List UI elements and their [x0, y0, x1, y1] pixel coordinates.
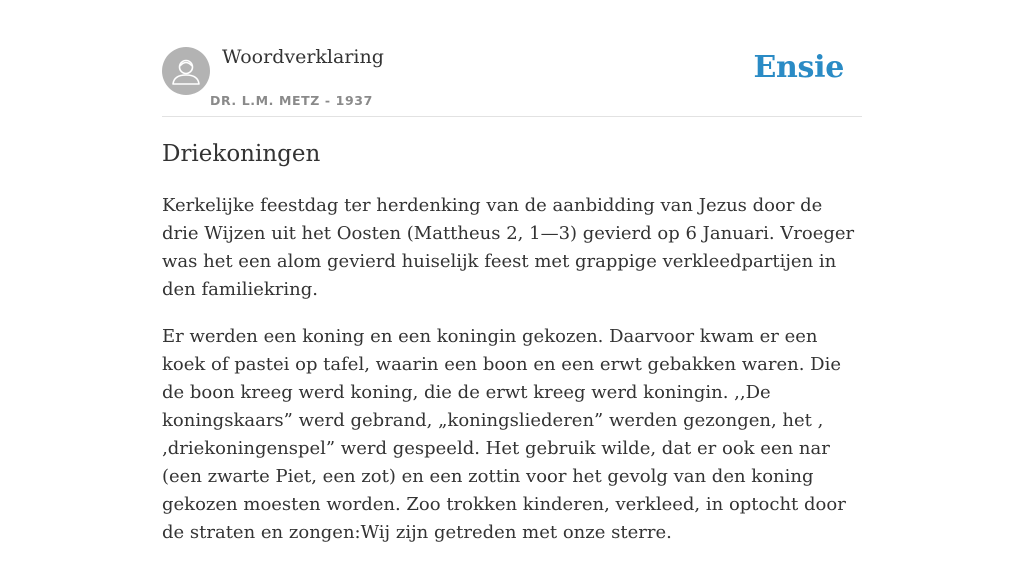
user-icon	[162, 47, 210, 95]
author-separator: -	[319, 93, 336, 108]
avatar[interactable]	[162, 47, 210, 95]
dictionary-title[interactable]: Woordverklaring	[222, 46, 384, 68]
publication-year: 1937	[335, 93, 373, 108]
entry-paragraph: Kerkelijke feestdag ter herdenking van de aanbidding van Jezus door de drie Wijzen uit het Oosten (Mattheus 2, 1—3) gevierd op 6 Januari. Vroeger was het een alom gevierd huiselijk feest met grappige verkleedpartijen in den familiekring.	[162, 195, 855, 300]
entry-headword: Driekoningen	[162, 141, 321, 167]
page-header	[162, 40, 862, 117]
entry-content	[162, 136, 862, 566]
author-name[interactable]: DR. L.M. METZ	[210, 93, 320, 108]
entry-paragraph: Er werden een koning en een koningin gekozen. Daarvoor kwam er een koek of pastei op tafel, waarin een boon en een erwt gebakken waren. Die de boon kreeg werd koning, die de erwt kreeg werd koningin. ,,De koningskaars” werd gebrand, „koningsliederen” werden gezongen, het , ‚driekoningenspel” werd gespeeld. Het gebruik wilde, dat er ook een nar (een zwarte Piet, een zot) en een zottin voor het gevolg van den koning gekozen moesten worden. Zoo trokken kinderen, verkleed, in optocht door de straten en zongen:Wij zijn getreden met onze sterre.	[162, 326, 846, 543]
author-line	[210, 93, 373, 108]
ensie-logo[interactable]: Ensie	[753, 50, 844, 85]
